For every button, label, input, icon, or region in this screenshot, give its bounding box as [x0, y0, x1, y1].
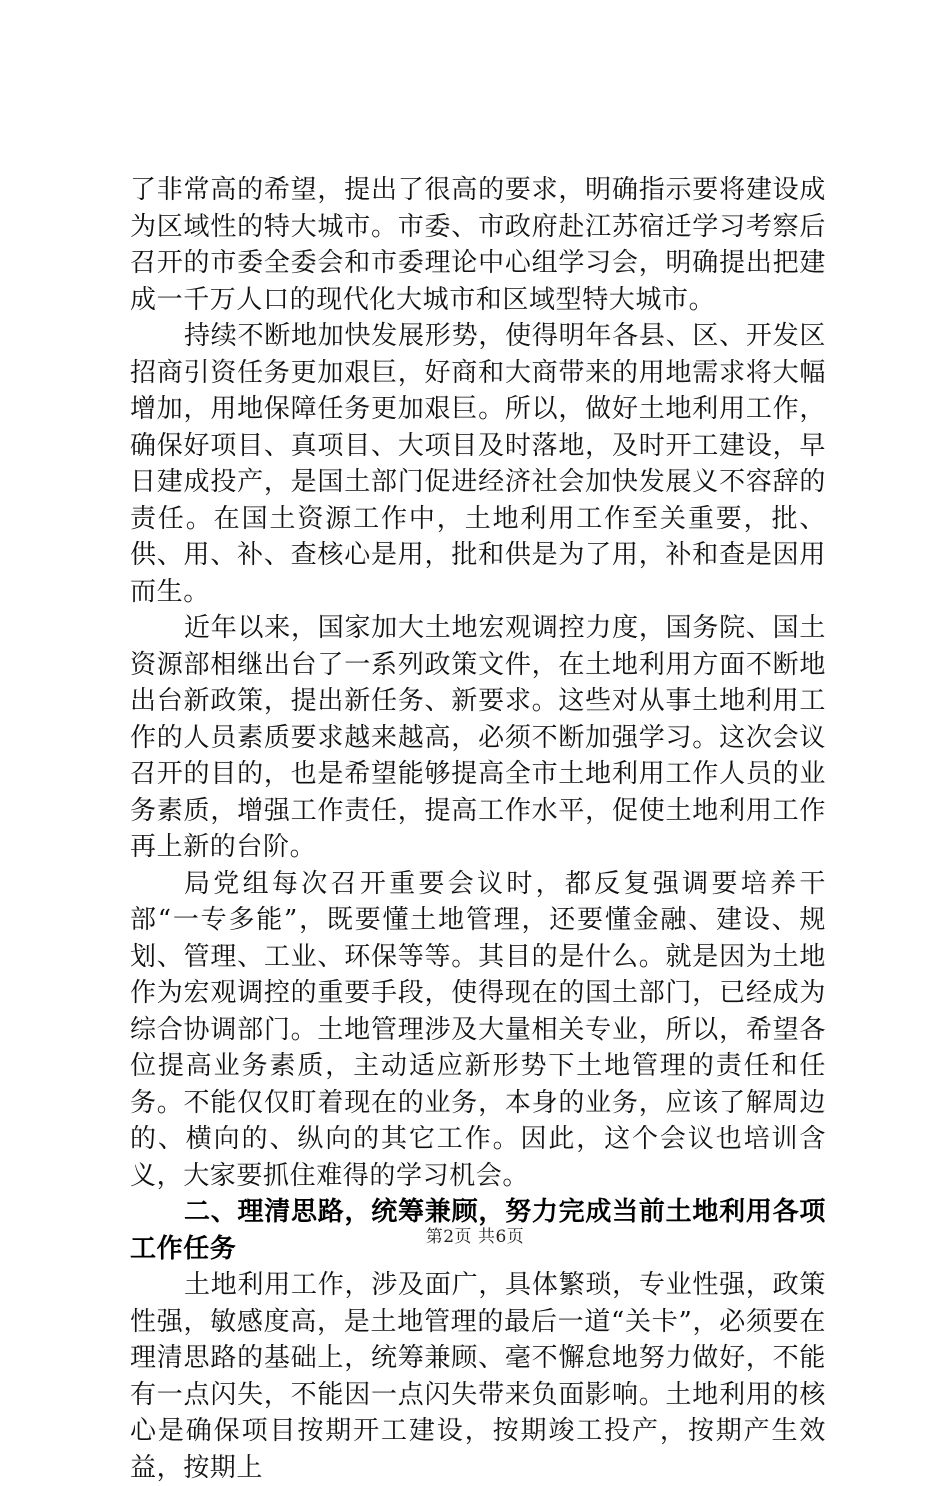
paragraph-land-use-work: 土地利用工作，涉及面广，具体繁琐，专业性强，政策性强，敏感度高，是土地管理的最后一道“关卡”，必须要在理清思路的基础上，统筹兼顾、毫不懈怠地努力做好，不能有一点闪失，不能因一点闪失带来负面影响。土地利用的核心是确保项目按期开工建设，按期竣工投产，按期产生效益，按期上	[130, 1270, 826, 1483]
page-number-footer: 第2页 共6页	[425, 1227, 525, 1247]
paragraph-cadre-training: 局党组每次召开重要会议时，都反复强调要培养干部“一专多能”，既要懂土地管理，还要懂金融、建设、规划、管理、工业、环保等等。其目的是什么。就是因为土地作为宏观调控的重要手段，使得现在的国土部门，已经成为综合协调部门。土地管理涉及大量相关专业，所以，希望各位提高业务素质，主动适应新形势下土地管理的责任和任务。不能仅仅盯着现在的业务，本身的业务，应该了解周边的、横向的、纵向的其它工作。因此，这个会议也培训含义，大家要抓住难得的学习机会。	[130, 868, 826, 1191]
paragraph-development-situation: 持续不断地加快发展形势，使得明年各县、区、开发区招商引资任务更加艰巨，好商和大商带来的用地需求将大幅增加，用地保障任务更加艰巨。所以，做好土地利用工作，确保好项目、真项目、大项目及时落地，及时开工建设，早日建成投产，是国土部门促进经济社会加快发展义不容辞的责任。在国土资源工作中，土地利用工作至关重要，批、供、用、补、查核心是用，批和供是为了用，补和查是因用而生。	[130, 321, 826, 607]
section-heading: 二、理清思路，统筹兼顾，努力完成当前土地利用各项工作任务	[130, 1197, 826, 1264]
paragraph-macro-control: 近年以来，国家加大土地宏观调控力度，国务院、国土资源部相继出台了一系列政策文件，在土地利用方面不断地出台新政策，提出新任务、新要求。这些对从事土地利用工作的人员素质要求越来越高，必须不断加强学习。这次会议召开的目的，也是希望能够提高全市土地利用工作人员的业务素质，增强工作责任，提高工作水平，促使土地利用工作再上新的台阶。	[130, 613, 826, 862]
document-body	[130, 172, 826, 1486]
paragraph-continuation: 了非常高的希望，提出了很高的要求，明确指示要将建设成为区域性的特大城市。市委、市政府赴江苏宿迁学习考察后召开的市委全委会和市委理论中心组学习会，明确提出把建成一千万人口的现代化大城市和区域型特大城市。	[130, 175, 826, 315]
